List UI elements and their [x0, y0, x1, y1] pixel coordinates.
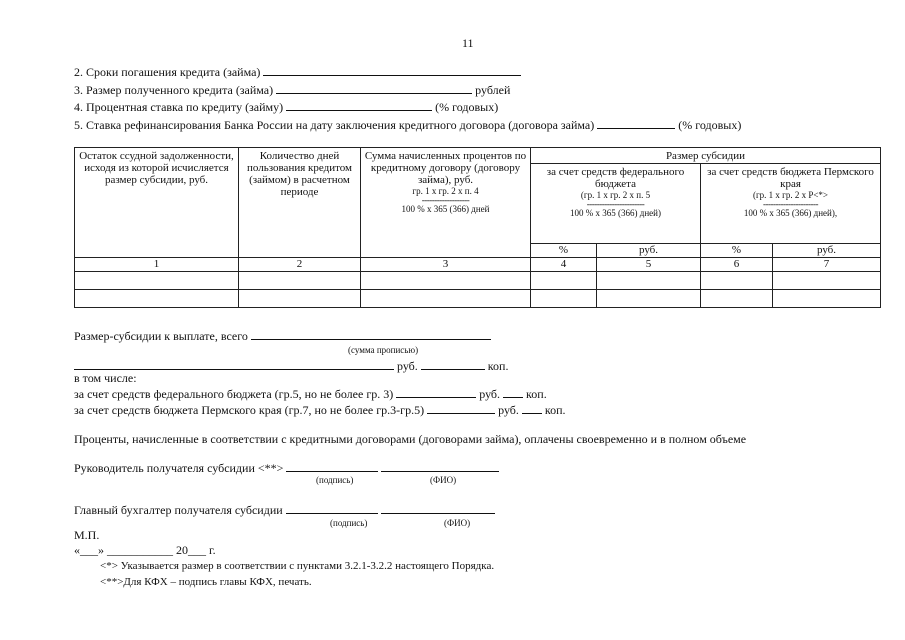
table-cell[interactable]	[531, 290, 597, 308]
interest-rate-field[interactable]	[286, 99, 432, 111]
accountant-signature-line	[74, 502, 495, 518]
sub-header-perm-rub: руб.	[773, 244, 881, 258]
accrued-interest-title: Сумма начисленных процентов по кредитному договору (договору займа), руб.	[364, 150, 527, 186]
accountant-signature-field[interactable]	[286, 502, 378, 514]
sub-header-perm-percent: %	[701, 244, 773, 258]
loan-amount-field[interactable]	[276, 82, 472, 94]
signature-caption: (подпись)	[330, 518, 368, 528]
item-suffix: рублей	[475, 83, 511, 97]
col-header-subsidy-amount: Размер субсидии	[531, 148, 881, 164]
column-number: 3	[361, 258, 531, 272]
kop-label: коп.	[526, 387, 547, 401]
perm-formula-line: ----------------------	[763, 199, 818, 209]
subsidy-table	[74, 147, 881, 308]
federal-formula-top: (гр. 1 х гр. 2 х п. 5	[580, 190, 651, 200]
item-loan-amount	[74, 82, 510, 98]
kop-label: коп.	[487, 359, 509, 373]
head-fio-field[interactable]	[381, 460, 499, 472]
table-cell[interactable]	[597, 272, 701, 290]
subsidy-total-kop-field[interactable]	[421, 358, 485, 370]
rub-label: руб.	[397, 359, 418, 373]
column-number: 7	[773, 258, 881, 272]
page-number: 11	[462, 36, 474, 50]
perm-amount-label: за счет средств бюджета Пермского края (гр.7, но не более гр.3-гр.5)	[74, 403, 425, 417]
stamp-place: М.П.	[74, 528, 100, 542]
col-header-debt-balance: Остаток ссудной задолженности, исходя из которой исчисляется размер субсидии, руб.	[75, 148, 239, 258]
accrued-interest-formula-line: -------------------	[421, 195, 470, 205]
signature-caption: (подпись)	[316, 475, 354, 485]
sub-header-federal-rub: руб.	[597, 244, 701, 258]
date-line: «___» ___________ 20___ г.	[74, 543, 216, 557]
item-suffix: (% годовых)	[678, 118, 742, 132]
item-label: 3. Размер полученного кредита (займа)	[74, 83, 274, 97]
accountant-fio-field[interactable]	[381, 502, 495, 514]
table-cell[interactable]	[773, 272, 881, 290]
perm-formula-top: (гр. 1 х гр. 2 х Р<*>	[752, 190, 829, 200]
subsidy-total-label: Размер-субсидии к выплате, всего	[74, 329, 248, 343]
table-cell[interactable]	[239, 272, 361, 290]
item-repayment-terms	[74, 64, 521, 80]
kop-label: коп.	[544, 403, 566, 417]
table-cell[interactable]	[597, 290, 701, 308]
table-cell[interactable]	[701, 272, 773, 290]
column-number: 2	[239, 258, 361, 272]
perm-rub-field[interactable]	[427, 402, 495, 414]
subsidy-total-words-field[interactable]	[251, 328, 491, 340]
table-cell[interactable]	[361, 272, 531, 290]
column-number: 6	[701, 258, 773, 272]
interest-paid-statement: Проценты, начисленные в соответствии с кредитными договорами (договорами займа), оплачены своевременно и в полном объеме	[74, 432, 747, 446]
sum-in-words-caption: (сумма прописью)	[348, 345, 419, 355]
table-cell[interactable]	[531, 272, 597, 290]
col-header-perm	[701, 164, 881, 244]
footnote-2: <**>Для КФХ – подпись главы КФХ, печать.	[100, 576, 312, 588]
sub-header-federal-percent: %	[531, 244, 597, 258]
fio-caption: (ФИО)	[444, 518, 471, 528]
head-signature-field[interactable]	[286, 460, 378, 472]
fio-caption: (ФИО)	[430, 475, 457, 485]
item-suffix: (% годовых)	[435, 100, 499, 114]
column-number: 4	[531, 258, 597, 272]
rub-label: руб.	[498, 403, 519, 417]
including-label: в том числе:	[74, 371, 137, 385]
perm-kop-field[interactable]	[522, 402, 542, 414]
subsidy-total-amount-line	[74, 358, 508, 374]
item-label: 4. Процентная ставка по кредиту (займу)	[74, 100, 284, 114]
column-number: 1	[75, 258, 239, 272]
table-row	[75, 290, 881, 308]
table-cell[interactable]	[75, 272, 239, 290]
accountant-label: Главный бухгалтер получателя субсидии	[74, 503, 283, 517]
item-refinancing-rate	[74, 117, 741, 133]
head-signature-line	[74, 460, 499, 476]
table-cell[interactable]	[239, 290, 361, 308]
subsidy-total-line	[74, 328, 491, 344]
item-label: 2. Сроки погашения кредита (займа)	[74, 65, 261, 79]
federal-kop-field[interactable]	[503, 386, 523, 398]
item-label: 5. Ставка рефинансирования Банка России на дату заключения кредитного договора (договора займа)	[74, 118, 595, 132]
accrued-interest-formula-bottom: 100 % х 365 (366) дней	[401, 204, 490, 214]
item-interest-rate	[74, 99, 498, 115]
subsidy-total-rub-field[interactable]	[74, 358, 394, 370]
col-header-days: Количество дней пользования кредитом (займом) в расчетном периоде	[239, 148, 361, 258]
federal-formula-line: -----------------------	[586, 199, 645, 209]
federal-rub-field[interactable]	[396, 386, 476, 398]
perm-title: за счет средств бюджета Пермского края	[707, 166, 874, 190]
federal-formula-bottom: 100 % х 365 (366) дней)	[570, 208, 661, 218]
federal-title: за счет средств федерального бюджета	[546, 166, 685, 190]
footnote-1: <*> Указывается размер в соответствии с пунктами 3.2.1-3.2.2 настоящего Порядка.	[100, 560, 495, 572]
repayment-terms-field[interactable]	[263, 64, 521, 76]
column-number-row	[75, 258, 881, 272]
head-label: Руководитель получателя субсидии <**>	[74, 461, 284, 475]
table-cell[interactable]	[701, 290, 773, 308]
table-cell[interactable]	[361, 290, 531, 308]
perm-amount-line	[74, 402, 566, 418]
table-cell[interactable]	[75, 290, 239, 308]
accrued-interest-formula-top: гр. 1 х гр. 2 х п. 4	[412, 186, 479, 196]
refinancing-rate-field[interactable]	[597, 117, 675, 129]
federal-amount-label: за счет средств федерального бюджета (гр.5, но не более гр. 3)	[74, 387, 394, 401]
col-header-federal	[531, 164, 701, 244]
table-cell[interactable]	[773, 290, 881, 308]
table-row	[75, 272, 881, 290]
rub-label: руб.	[479, 387, 501, 401]
col-header-accrued-interest	[361, 148, 531, 258]
federal-amount-line	[74, 386, 547, 402]
perm-formula-bottom: 100 % х 365 (366) дней),	[743, 208, 838, 218]
column-number: 5	[597, 258, 701, 272]
